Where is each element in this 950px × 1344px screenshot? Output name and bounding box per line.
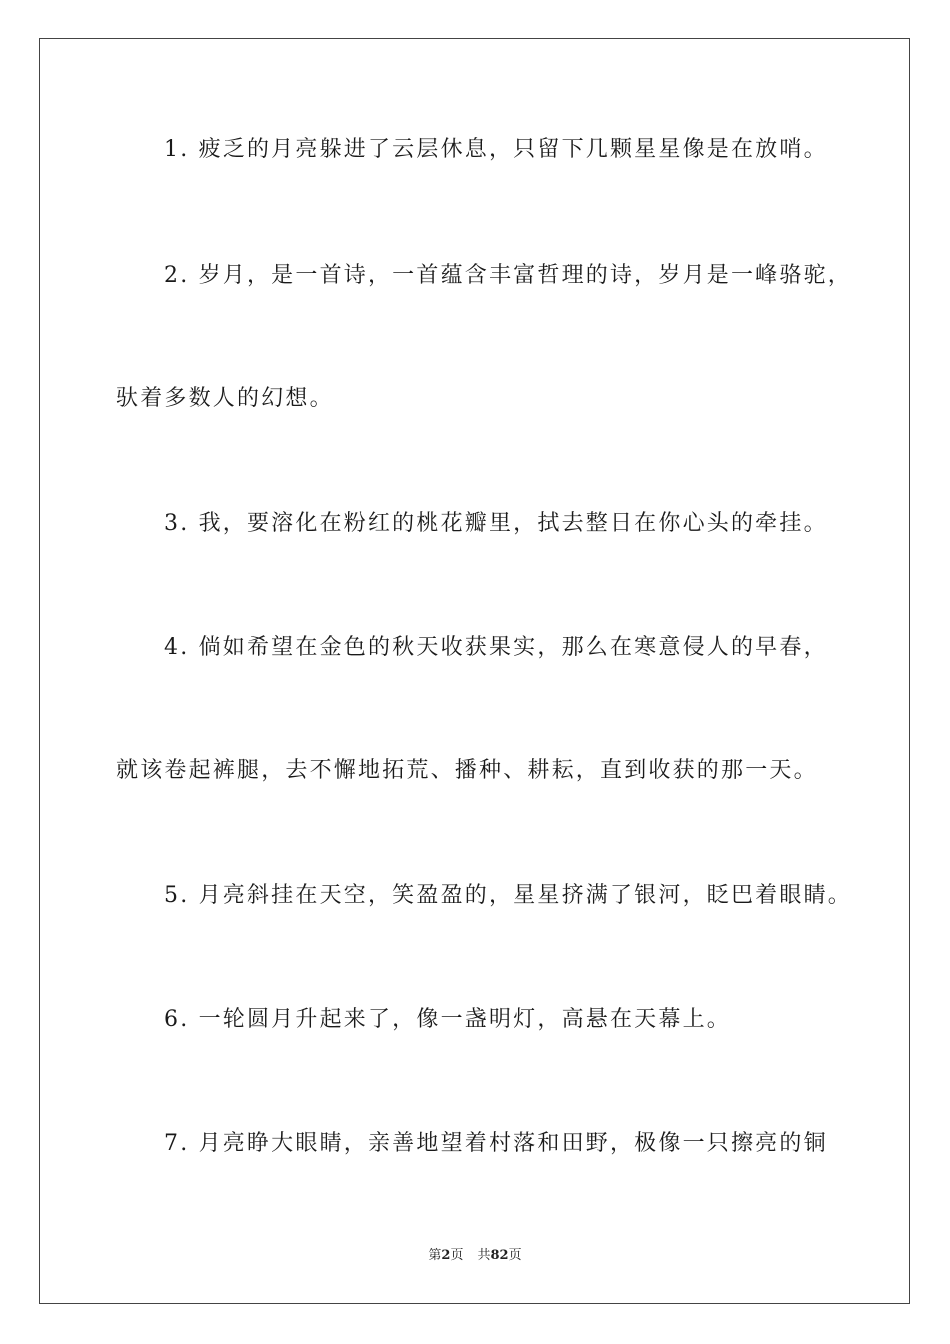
paragraph-2-line-2: 驮着多数人的幻想。 bbox=[116, 386, 334, 411]
total-suffix: 页 bbox=[508, 1248, 522, 1263]
paragraph-5-line-1: 5. 月亮斜挂在天空，笑盈盈的，星星挤满了银河，眨巴着眼睛。 bbox=[164, 883, 852, 908]
paragraph-4-line-2: 就该卷起裤腿，去不懈地拓荒、播种、耕耘，直到收获的那一天。 bbox=[116, 758, 818, 783]
paragraph-4-line-1: 4. 倘如希望在金色的秋天收获果实，那么在寒意侵人的早春， bbox=[164, 635, 828, 660]
page-suffix: 页 bbox=[450, 1248, 464, 1263]
page-prefix: 第 bbox=[428, 1248, 442, 1263]
paragraph-6-line-1: 6. 一轮圆月升起来了，像一盏明灯，高悬在天幕上。 bbox=[164, 1007, 731, 1032]
page-number: 2 bbox=[441, 1248, 451, 1263]
total-pages: 82 bbox=[490, 1248, 509, 1263]
paragraph-3-line-1: 3. 我，要溶化在粉红的桃花瓣里，拭去整日在你心头的牵挂。 bbox=[164, 511, 828, 536]
total-prefix: 共 bbox=[477, 1248, 491, 1263]
paragraph-7-line-1: 7. 月亮睁大眼睛，亲善地望着村落和田野，极像一只擦亮的铜 bbox=[164, 1131, 828, 1156]
paragraph-1-line-1: 1. 疲乏的月亮躲进了云层休息，只留下几颗星星像是在放哨。 bbox=[164, 137, 828, 162]
page-footer bbox=[0, 1247, 950, 1265]
paragraph-2-line-1: 2. 岁月，是一首诗，一首蕴含丰富哲理的诗，岁月是一峰骆驼， bbox=[164, 263, 852, 288]
page-frame bbox=[39, 38, 910, 1304]
